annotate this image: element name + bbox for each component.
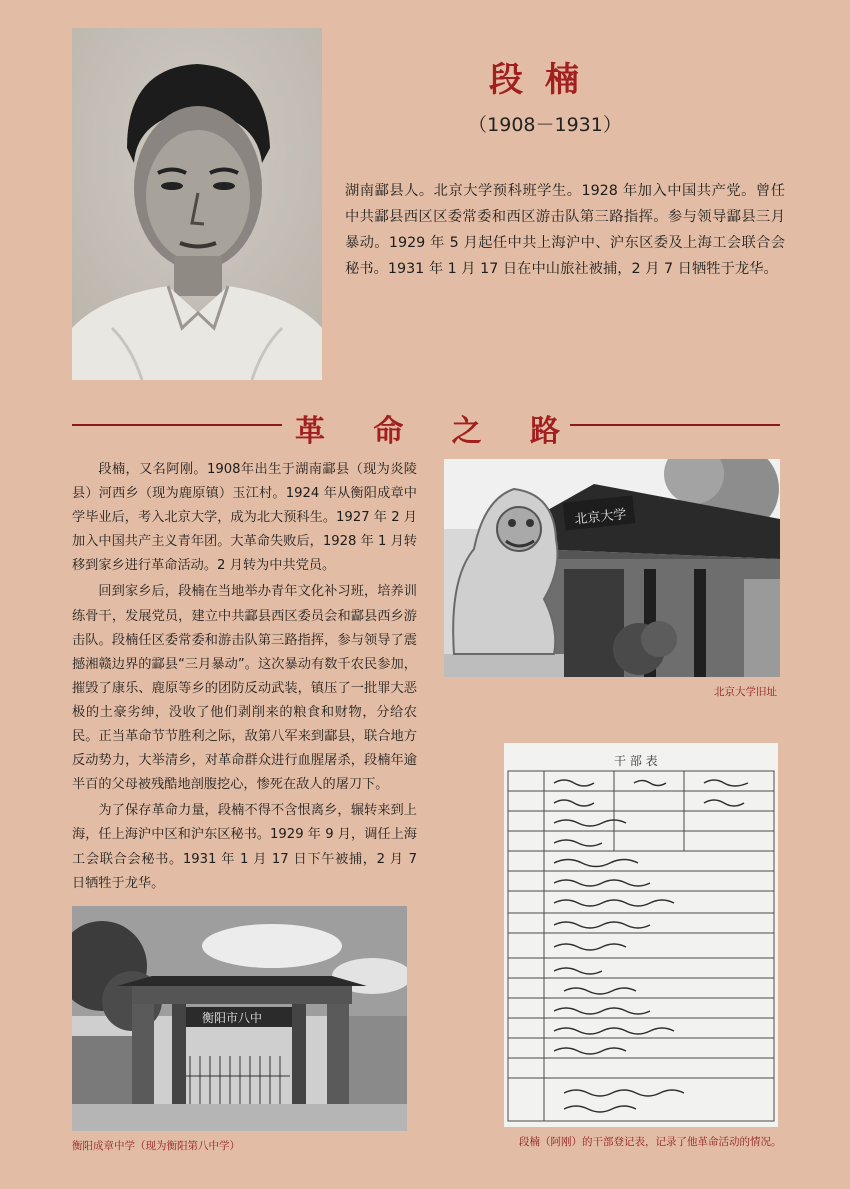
section-divider-left <box>72 424 282 426</box>
pku-old-site-photo <box>444 459 780 677</box>
pku-caption: 北京大学旧址 <box>714 686 777 698</box>
life-years: （1908－1931） <box>468 114 622 136</box>
bio-summary: 湖南酃县人。北京大学预科班学生。1928 年加入中国共产党。曾任中共酃县西区区委常委和西区游击队第三路指挥。参与领导酃县三月暴动。1929 年 5 月起任中共上海沪中、沪东区委及上海工会联合会秘书。1931 年 1 月 17 日在中山旅社被捕，2 月 7 日牺牲于龙华。 <box>345 183 785 277</box>
body-paragraph: 为了保存革命力量，段楠不得不含恨离乡，辗转来到上海，任上海沪中区和沪东区秘书。1929 年 9 月，调任上海工会联合会秘书。1931 年 1 月 17 日下午被捕，2 月 7 日牺牲于龙华。 <box>72 803 417 891</box>
section-title-char: 革 <box>295 414 325 449</box>
form-caption: 段楠（阿刚）的干部登记表，记录了他革命活动的情况。 <box>519 1136 782 1148</box>
section-title-char: 路 <box>529 414 560 449</box>
section-title-char: 命 <box>373 414 404 449</box>
portrait-photo <box>72 28 322 380</box>
pku-plaque-text: 北京大学 <box>573 507 628 528</box>
section-title <box>295 406 560 450</box>
school-gate-photo <box>72 906 407 1131</box>
section-title-char: 之 <box>451 414 482 449</box>
person-name: 段楠 <box>489 60 601 100</box>
section-divider-right <box>570 424 780 426</box>
body-paragraph: 回到家乡后，段楠在当地举办青年文化补习班，培养训练骨干，发展党员，建立中共酃县西区委员会和酃县西乡游击队。段楠任区委常委和游击队第三路指挥，参与领导了震撼湘赣边界的酃县“三月暴动”。这次暴动有数千农民参加，摧毁了康乐、鹿原等乡的团防反动武装，镇压了一批罪大恶极的土豪劣绅，没收了他们剥削来的粮食和财物，分给农民。正当革命节节胜利之际，敌第八军来到酃县，联合地方反动势力，大举清乡，对革命群众进行血腥屠杀，段楠年逾半百的父母被残酷地剖腹挖心，惨死在敌人的屠刀下。 <box>72 584 417 793</box>
body-paragraph: 段楠，又名阿刚。1908年出生于湖南酃县（现为炎陵县）河西乡（现为鹿原镇）玉江村。1924 年从衡阳成章中学毕业后，考入北京大学，成为北大预科生。1927 年 2 月加入中国共产主义青年团。大革命失败后，1928 年 1 月转移到家乡进行革命活动。2 月转为中共党员。 <box>72 462 417 574</box>
form-heading: 干 部 表 <box>614 754 658 768</box>
cadre-registration-form-photo <box>504 743 778 1127</box>
school-plaque-text: 衡阳市八中 <box>202 1011 263 1025</box>
body-text <box>72 458 417 898</box>
school-caption: 衡阳成章中学（现为衡阳第八中学） <box>72 1140 240 1152</box>
